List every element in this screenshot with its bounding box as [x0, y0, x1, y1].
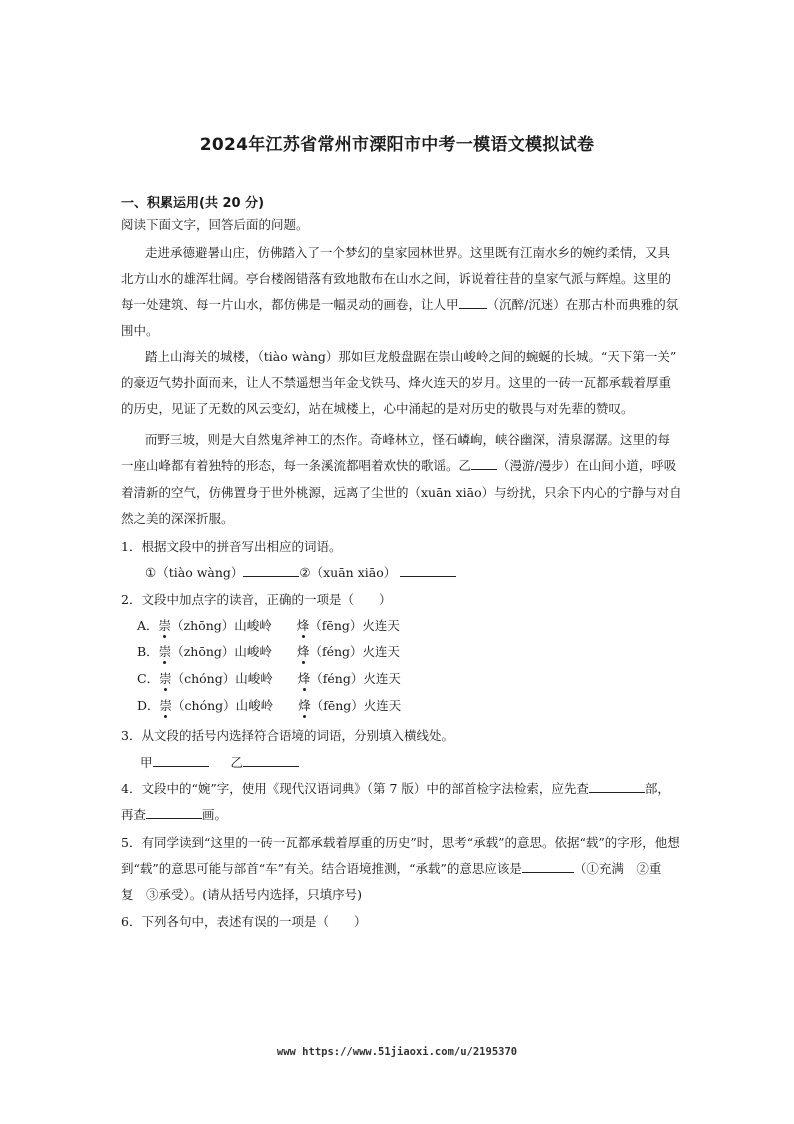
question-text: （①充满 ②重: [573, 861, 662, 876]
question-5-line: 复 ③承受）。(请从括号内选择，只填序号): [121, 887, 363, 902]
passage-text: （漫游/漫步）在山间小道，呼吸: [497, 458, 677, 473]
answer-blank[interactable]: [243, 754, 299, 767]
option-text: （zhōng）山峻岭: [171, 644, 272, 659]
passage-text: （沉醉/沉迷）在那古朴而典雅的氛: [486, 297, 679, 312]
dotted-char: 崇: [158, 618, 172, 633]
option-text: （chóng）山峻岭: [172, 698, 274, 713]
dotted-char: 崇: [159, 698, 173, 713]
answer-blank[interactable]: [400, 564, 456, 577]
choice-option[interactable]: [137, 643, 682, 661]
footer-url[interactable]: www https://www.51jiaoxi.com/u/2195370: [276, 1046, 518, 1058]
answer-blank[interactable]: [243, 564, 299, 577]
question-text: 4．文段中的“婉”字，使用《现代汉语词典》（第 7 版）中的部首检字法检索，应先查: [121, 781, 589, 796]
answer-blank[interactable]: [146, 806, 202, 819]
dotted-char: 崇: [158, 644, 172, 659]
option-text: （chóng）山峻岭: [171, 671, 273, 686]
passage-line: 而野三坡，则是大自然鬼斧神工的杰作。奇峰林立，怪石嶙峋，峡谷幽深，清泉潺潺。这里的每: [145, 432, 671, 447]
option-text: （féng）火连天: [309, 644, 401, 659]
question-text: 到“载”的意思可能与部首“车”有关。结合语境推测，“承载”的意思应该是: [121, 861, 522, 876]
passage-line: 围中。: [121, 323, 159, 338]
question-1-answers: [145, 564, 666, 582]
passage-line: [121, 296, 679, 314]
option-text: （fēng）火连天: [309, 618, 400, 633]
answer-blank-jia[interactable]: [459, 296, 487, 309]
answer-blank-yi[interactable]: [471, 457, 497, 470]
option-label: D．: [137, 698, 160, 713]
circled-number: ②: [299, 565, 311, 580]
question-text: 部，: [644, 781, 670, 796]
question-4-line: [121, 806, 666, 824]
question-1-stem: 1．根据文段中的拼音写出相应的词语。: [121, 539, 342, 554]
pinyin: （tiào wàng）: [156, 565, 244, 580]
option-label: B．: [137, 644, 159, 659]
dotted-char: 烽: [296, 618, 310, 633]
passage-line: 踏上山海关的城楼，（tiào wàng）那如巨龙般盘踞在崇山峻岭之间的蜿蜒的长城。“天下第一关”: [145, 349, 677, 364]
question-text: 再查: [121, 807, 147, 822]
option-text: （fēng）火连天: [310, 698, 402, 713]
choice-option[interactable]: [137, 697, 682, 715]
passage-line: 走进承德避暑山庄，仿佛踏入了一个梦幻的皇家园林世界。这里既有江南水乡的婉约柔情，又具: [145, 245, 671, 260]
question-5-line: [121, 860, 666, 878]
page-title: 2024年江苏省常州市溧阳市中考一模语文模拟试卷: [199, 135, 595, 155]
passage-line: 北方山水的雄浑壮阔。亭台楼阁错落有致地散布在山水之间，诉说着往昔的皇家气派与辉煌。这里的: [121, 271, 672, 286]
passage-line: [121, 457, 677, 475]
passage-text: 一座山峰都有着独特的形态，每一条溪流都唱着欢快的歌谣。乙: [121, 458, 472, 473]
option-text: （zhōng）山峻岭: [171, 618, 272, 633]
passage-text: 每一处建筑、每一片山水，都仿佛是一幅灵动的画卷，让人甲: [121, 297, 459, 312]
dotted-char: 烽: [298, 698, 311, 713]
blank-label: 乙: [230, 755, 244, 770]
passage-line: 着清新的空气，仿佛置身于世外桃源，远离了尘世的（xuān xiāo）与纷扰，只余下内心的宁静与对自: [121, 485, 682, 500]
option-text: （féng）火连天: [310, 671, 401, 686]
passage-line: 的历史，见证了无数的风云变幻，站在城楼上，心中涌起的是对历史的敬畏与对先辈的赞叹。: [121, 401, 634, 416]
section-heading: 一、积累运用(共 20 分): [121, 196, 265, 211]
blank-label: 甲: [140, 755, 153, 770]
instruction: 阅读下面文字，回答后面的问题。: [121, 217, 309, 232]
option-label: A．: [137, 618, 159, 633]
circled-number: ①: [145, 565, 157, 580]
passage-line: 的豪迈气势扑面而来，让人不禁遥想当年金戈铁马、烽火连天的岁月。这里的一砖一瓦都承载着厚重: [121, 375, 672, 390]
passage-line: 然之美的深深折服。: [121, 511, 234, 526]
question-4-line: [121, 780, 670, 798]
choice-option[interactable]: [137, 670, 682, 688]
choice-option[interactable]: [137, 617, 682, 635]
question-3-stem: 3．从文段的括号内选择符合语境的词语，分别填入横线处。: [121, 728, 454, 743]
answer-blank[interactable]: [522, 860, 574, 873]
dotted-char: 烽: [296, 644, 310, 659]
dotted-char: 崇: [159, 671, 172, 686]
dotted-char: 烽: [297, 671, 311, 686]
option-label: C．: [137, 671, 160, 686]
answer-blank[interactable]: [153, 754, 209, 767]
question-text: 画。: [202, 807, 228, 822]
question-2-stem: 2．文段中加点字的读音，正确的一项是（ ）: [121, 592, 392, 607]
pinyin: （xuān xiāo）: [310, 565, 397, 580]
question-3-answers: [140, 754, 661, 772]
answer-blank[interactable]: [589, 780, 645, 793]
question-5-line: 5．有同学读到“这里的一砖一瓦都承载着厚重的历史”时，思考“承载”的意思。依据“载”的字形，他想: [121, 835, 680, 850]
question-6-stem: 6．下列各句中，表述有误的一项是（ ）: [121, 914, 367, 929]
